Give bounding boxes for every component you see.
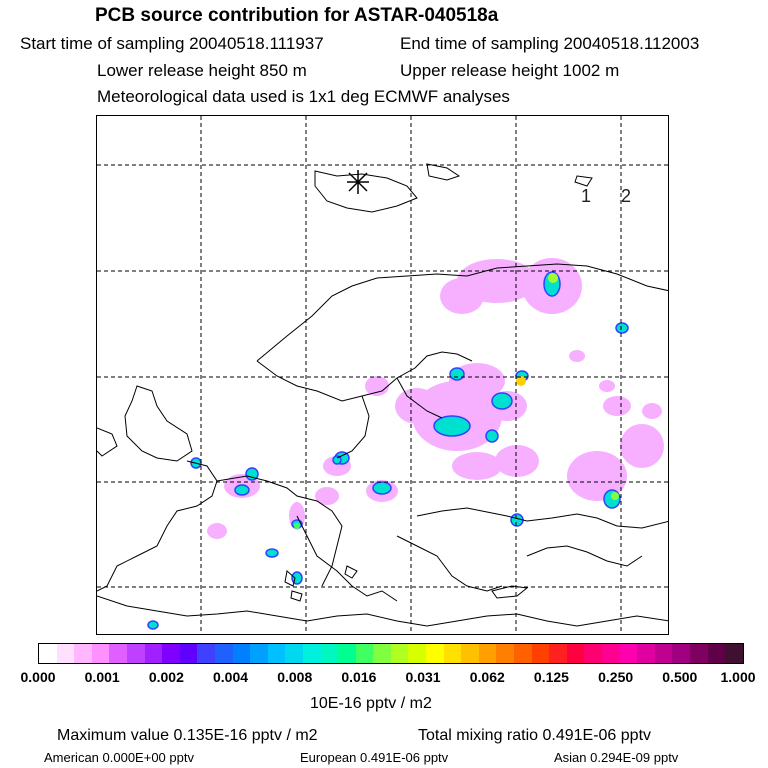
colorbar-swatch xyxy=(655,644,673,663)
colorbar-tick-label: 0.001 xyxy=(84,669,120,685)
colorbar-swatch xyxy=(373,644,391,663)
colorbar-swatch xyxy=(215,644,233,663)
colorbar-swatch xyxy=(39,644,57,663)
colorbar-swatch xyxy=(444,644,462,663)
colorbar-swatch xyxy=(391,644,409,663)
colorbar-swatch xyxy=(250,644,268,663)
total-mixing-label: Total mixing ratio 0.491E-06 pptv xyxy=(418,727,652,744)
colorbar-swatch xyxy=(92,644,110,663)
colorbar-swatch xyxy=(233,644,251,663)
colorbar-swatch xyxy=(708,644,726,663)
coastlines xyxy=(97,164,669,626)
max-value-label: Maximum value 0.135E-16 pptv / m2 xyxy=(57,727,318,744)
asterisk-icon xyxy=(347,170,369,194)
colorbar-swatch xyxy=(602,644,620,663)
marker-1: 1 xyxy=(581,186,592,206)
colorbar-tick-label: 0.002 xyxy=(148,669,184,685)
colorbar-tick-label: 0.004 xyxy=(213,669,249,685)
colorbar-swatch xyxy=(162,644,180,663)
colorbar-swatch xyxy=(321,644,339,663)
colorbar-swatch xyxy=(408,644,426,663)
colorbar-tick-label: 0.031 xyxy=(405,669,441,685)
colorbar-tick-label: 1.000 xyxy=(720,669,756,685)
map-canvas xyxy=(97,116,669,635)
colorbar-tick-label: 0.008 xyxy=(277,669,313,685)
colorbar-swatch xyxy=(109,644,127,663)
colorbar-swatch xyxy=(567,644,585,663)
marker-2: 2 xyxy=(621,186,632,206)
upper-release-label: Upper release height 1002 m xyxy=(400,61,620,80)
colorbar-swatch xyxy=(637,644,655,663)
colorbar-tick-label: 0.125 xyxy=(533,669,569,685)
colorbar-swatch xyxy=(197,644,215,663)
colorbar-swatch xyxy=(690,644,708,663)
colorbar-swatch xyxy=(303,644,321,663)
colorbar-swatch xyxy=(268,644,286,663)
colorbar-swatch xyxy=(496,644,514,663)
colorbar xyxy=(38,643,744,664)
colorbar-swatch xyxy=(514,644,532,663)
colorbar-tick-label: 0.016 xyxy=(341,669,377,685)
colorbar-swatch xyxy=(356,644,374,663)
meteo-data-label: Meteorological data used is 1x1 deg ECMWF analyses xyxy=(97,87,510,106)
american-value: American 0.000E+00 pptv xyxy=(44,750,194,765)
colorbar-swatch xyxy=(145,644,163,663)
colorbar-swatch xyxy=(57,644,75,663)
colorbar-swatch xyxy=(725,644,743,663)
asian-value: Asian 0.294E-09 pptv xyxy=(554,750,679,765)
colorbar-swatch xyxy=(285,644,303,663)
colorbar-swatch xyxy=(549,644,567,663)
colorbar-swatch xyxy=(672,644,690,663)
colorbar-swatch xyxy=(127,644,145,663)
colorbar-swatch xyxy=(620,644,638,663)
colorbar-swatch xyxy=(532,644,550,663)
end-time-label: End time of sampling 20040518.112003 xyxy=(400,34,700,53)
european-value: European 0.491E-06 pptv xyxy=(300,750,449,765)
colorbar-swatch xyxy=(461,644,479,663)
colorbar-unit: 10E-16 pptv / m2 xyxy=(310,695,432,712)
map-panel xyxy=(96,115,669,635)
colorbar-tick-label: 0.000 xyxy=(20,669,56,685)
plume-mid xyxy=(148,272,628,629)
colorbar-swatch xyxy=(426,644,444,663)
colorbar-tick-label: 0.500 xyxy=(662,669,698,685)
colorbar-tick-label: 0.062 xyxy=(469,669,505,685)
lower-release-label: Lower release height 850 m xyxy=(97,61,307,80)
colorbar-swatch xyxy=(338,644,356,663)
colorbar-swatch xyxy=(584,644,602,663)
map-title: PCB source contribution for ASTAR-040518a xyxy=(95,5,499,26)
colorbar-swatch xyxy=(74,644,92,663)
colorbar-swatch xyxy=(180,644,198,663)
colorbar-swatch xyxy=(479,644,497,663)
plume-low xyxy=(207,258,664,539)
colorbar-tick-label: 0.250 xyxy=(598,669,634,685)
start-time-label: Start time of sampling 20040518.111937 xyxy=(20,34,324,53)
